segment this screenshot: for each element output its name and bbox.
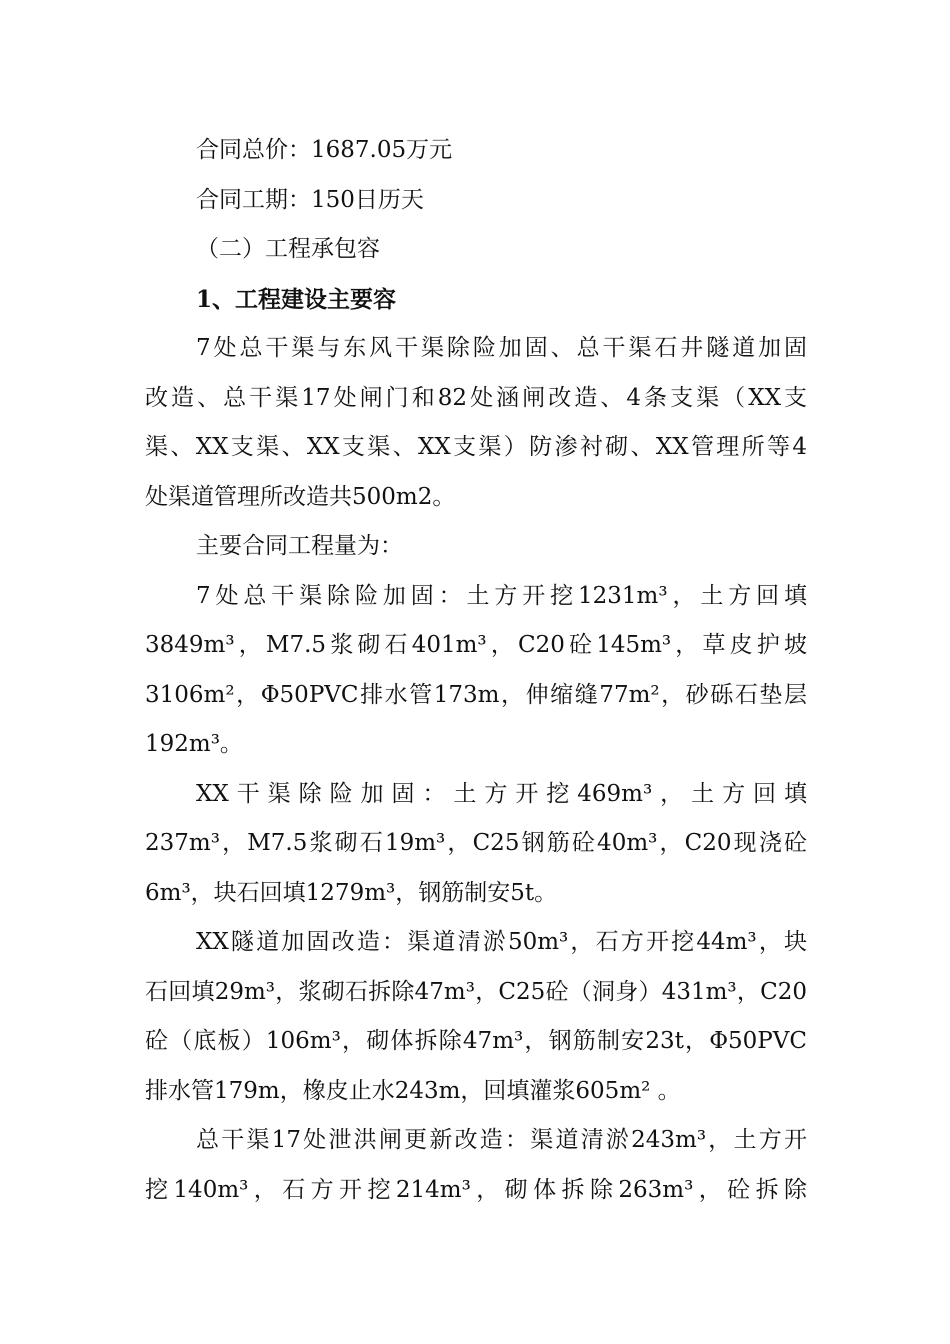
paragraph-line: 排水管179m，橡皮止水243m，回填灌浆605m² 。 — [145, 1077, 681, 1104]
paragraph-line: 7处总干渠除险加固：土方开挖1231m³，土方回填 — [196, 582, 807, 609]
paragraph-line: 3106m²，Φ50PVC排水管173m，伸缩缝77m²，砂砾石垫层 — [145, 681, 807, 708]
document-page — [145, 126, 807, 1215]
paragraph-line: 3849m³，M7.5浆砌石401m³，C20砼145m³，草皮护坡 — [145, 632, 807, 658]
paragraph-line: 砼（底板）106m³，砌体拆除47m³，钢筋制安23t，Φ50PVC — [145, 1028, 807, 1054]
contract-price-line: 合同总价：1687.05万元 — [196, 137, 453, 163]
paragraph-line: 7处总干渠与东风干渠除险加固、总干渠石井隧道加固 — [196, 335, 807, 361]
paragraph-line: XX隧道加固改造：渠道清淤50m³，石方开挖44m³，块 — [196, 929, 807, 955]
contract-period-line: 合同工期：150日历天 — [196, 186, 424, 213]
paragraph-line: 石回填29m³，浆砌石拆除47m³，C25砼（洞身）431m³，C20 — [145, 978, 807, 1005]
paragraph-line: 6m³，块石回填1279m³，钢筋制安5t。 — [145, 879, 558, 906]
paragraph-line: 处渠道管理所改造共500m2。 — [145, 483, 456, 510]
paragraph-line: 192m³。 — [145, 731, 243, 757]
paragraph-line: 挖140m³，石方开挖214m³，砌体拆除263m³，砼拆除 — [145, 1176, 807, 1203]
paragraph-line: 改造、总干渠17处闸门和82处涵闸改造、4条支渠（XX支 — [145, 384, 807, 411]
paragraph-line: 渠、XX支渠、XX支渠、XX支渠）防渗衬砌、XX管理所等4 — [145, 434, 807, 460]
paragraph-line: 237m³，M7.5浆砌石19m³，C25钢筋砼40m³，C20现浇砼 — [145, 830, 807, 856]
paragraph-line: 总干渠17处泄洪闸更新改造：渠道清淤243m³，土方开 — [196, 1127, 807, 1153]
quantities-intro-line: 主要合同工程量为： — [196, 533, 403, 559]
paragraph-line: XX干渠除险加固：土方开挖469m³，土方回填 — [196, 780, 807, 807]
subsection-heading: 1、工程建设主要容 — [196, 285, 397, 313]
section-heading: （二）工程承包容 — [196, 236, 380, 262]
